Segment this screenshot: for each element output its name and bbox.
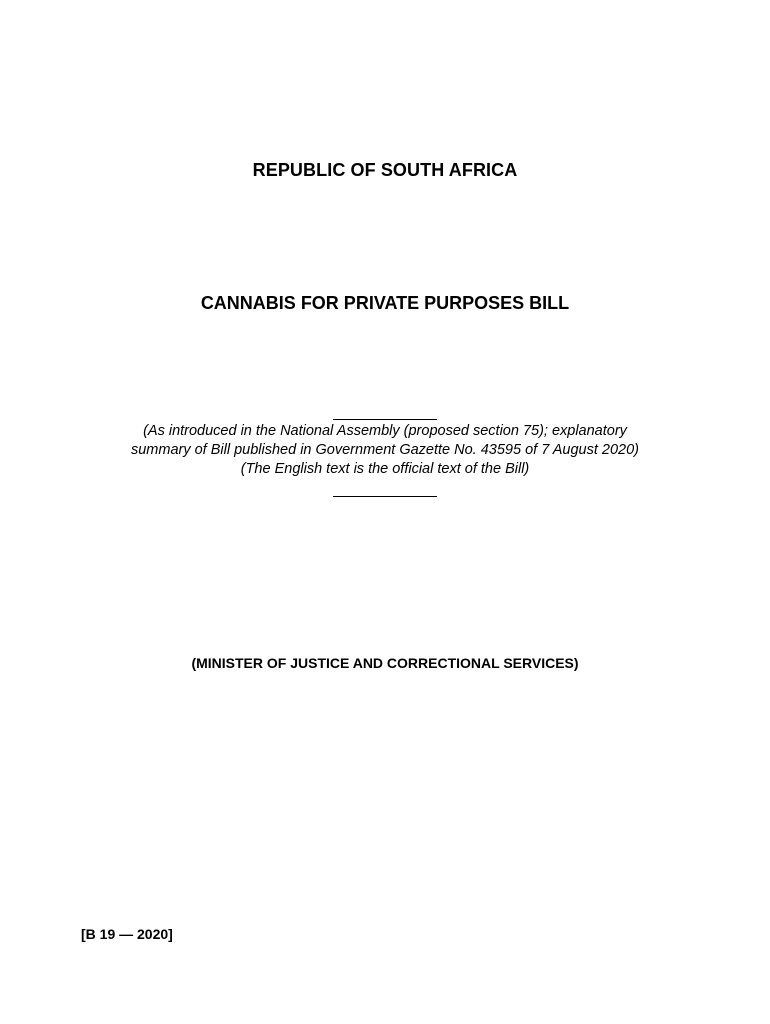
intro-line-1: (As introduced in the National Assembly (proposed section 75); explanatory [143, 423, 627, 439]
intro-line-2: summary of Bill published in Government Gazette No. 43595 of 7 August 2020) [130, 442, 640, 458]
bill-number: [B 19 — 2020] [81, 926, 173, 942]
bottom-divider-rule [333, 496, 437, 497]
minister-line: (MINISTER OF JUSTICE AND CORRECTIONAL SERVICES) [191, 655, 579, 671]
top-divider-rule [333, 419, 437, 420]
bill-title: CANNABIS FOR PRIVATE PURPOSES BILL [200, 293, 570, 313]
intro-line-3: (The English text is the official text of the Bill) [240, 461, 530, 477]
introduction-note [0, 402, 770, 497]
country-heading: REPUBLIC OF SOUTH AFRICA [252, 160, 518, 180]
